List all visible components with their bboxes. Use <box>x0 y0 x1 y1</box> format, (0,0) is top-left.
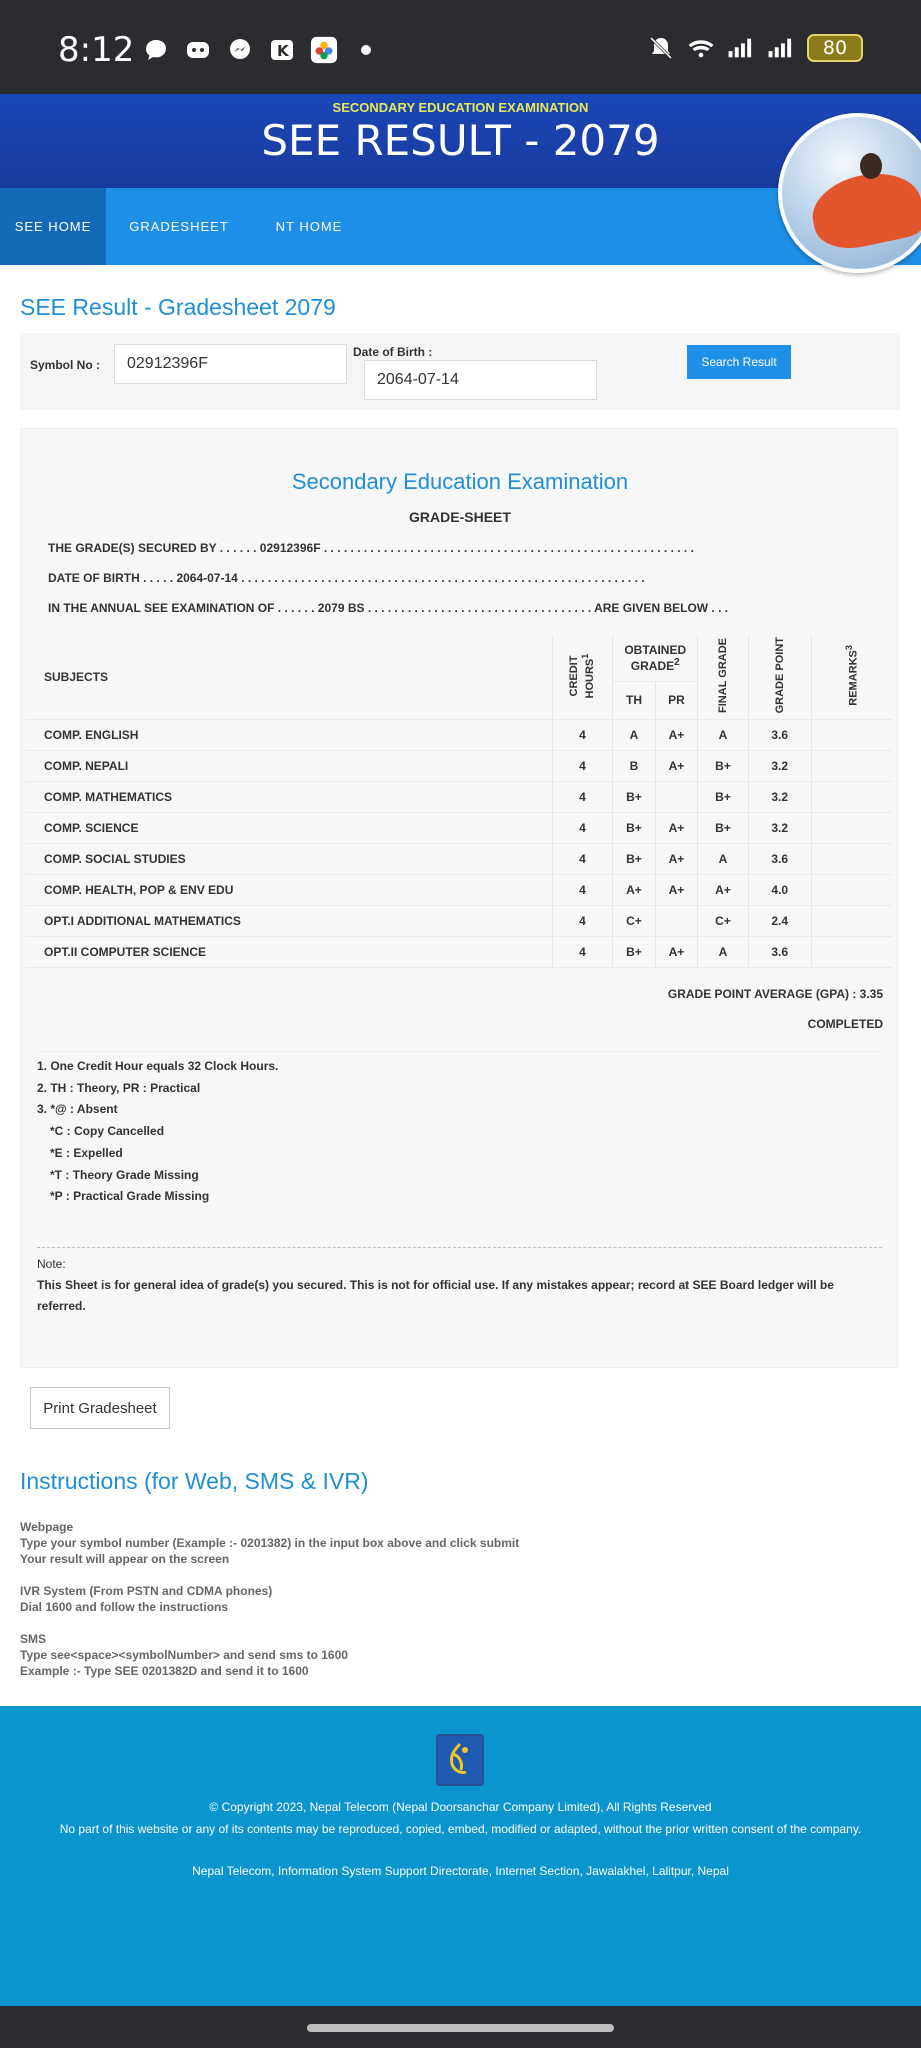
dob-line: DATE OF BIRTH . . . . . 2064-07-14 . . . . . . . . . . . . . . . . . . . . . . . . . . . . . . . . . . . . . . . . . . . . . . . . . . . . . . . . . . . . . <box>48 571 645 585</box>
remarks-cell <box>811 874 892 905</box>
k-icon <box>268 36 296 64</box>
footer-copyright: © Copyright 2023, Nepal Telecom (Nepal Doorsanchar Company Limited), All Rights Reserved <box>209 1800 712 1814</box>
final-cell: B+ <box>698 781 749 812</box>
subject-cell: COMP. HEALTH, POP & ENV EDU <box>26 874 552 905</box>
gp-cell: 3.2 <box>748 812 811 843</box>
note-text: This Sheet is for general idea of grade(s) you secured. This is not for official use. If any mistakes appear; record at SEE Board ledger will be referred. <box>37 1278 834 1313</box>
subject-cell: COMP. ENGLISH <box>26 719 552 750</box>
col-pr: PR <box>655 681 697 719</box>
gp-cell: 3.2 <box>748 750 811 781</box>
footnote: 1. One Credit Hour equals 32 Clock Hours. <box>37 1059 279 1073</box>
footer-address: Nepal Telecom, Information System Support Directorate, Internet Section, Jawalakhel, Lalitpur, Nepal <box>192 1864 729 1878</box>
instruction-heading: IVR System (From PSTN and CDMA phones) <box>20 1584 273 1598</box>
subject-cell: COMP. NEPALI <box>26 750 552 781</box>
credit-cell: 4 <box>552 905 613 936</box>
gradesheet <box>20 428 898 1368</box>
search-form <box>20 333 900 410</box>
credit-cell: 4 <box>552 843 613 874</box>
search-result-button[interactable]: Search Result <box>687 345 791 379</box>
print-gradesheet-button[interactable]: Print Gradesheet <box>30 1387 170 1429</box>
subject-cell: OPT.I ADDITIONAL MATHEMATICS <box>26 905 552 936</box>
remarks-cell <box>811 750 892 781</box>
nepal-telecom-logo <box>436 1734 484 1786</box>
final-cell: C+ <box>698 905 749 936</box>
gradesheet-title: Secondary Education Examination <box>291 469 629 494</box>
pr-cell: A+ <box>655 812 697 843</box>
instruction-line: Type your symbol number (Example :- 0201382) in the input box above and click submit <box>20 1536 520 1550</box>
table-row <box>26 843 892 874</box>
remarks-cell <box>811 936 892 967</box>
remarks-cell <box>811 843 892 874</box>
dob-input[interactable]: 2064-07-14 <box>364 360 597 400</box>
th-cell: C+ <box>613 905 655 936</box>
wifi-icon <box>687 34 715 62</box>
instructions-list <box>20 1519 519 1695</box>
messenger-icon <box>226 36 254 64</box>
final-cell: A+ <box>698 874 749 905</box>
photos-icon <box>310 36 338 64</box>
symbol-label: Symbol No : <box>30 358 101 372</box>
table-row <box>26 781 892 812</box>
banner-title: SEE RESULT - 2079 <box>261 116 660 165</box>
chat-icon <box>142 36 170 64</box>
table-row <box>26 812 892 843</box>
credit-cell: 4 <box>552 781 613 812</box>
th-cell: B <box>613 750 655 781</box>
remarks-cell <box>811 905 892 936</box>
pr-cell: A+ <box>655 750 697 781</box>
footnote: *E : Expelled <box>50 1145 123 1160</box>
remarks-cell <box>811 781 892 812</box>
remarks-cell <box>811 719 892 750</box>
clock: 8:12 <box>58 30 135 70</box>
col-remarks: REMARKS$^3$ <box>811 635 892 719</box>
home-gesture-bar[interactable] <box>307 2024 614 2032</box>
final-cell: A <box>698 843 749 874</box>
instructions-title: Instructions (for Web, SMS & IVR) <box>20 1468 369 1494</box>
final-cell: A <box>698 719 749 750</box>
mute-icon <box>647 34 675 62</box>
credit-cell: 4 <box>552 812 613 843</box>
th-cell: A <box>613 719 655 750</box>
pr-cell: A+ <box>655 719 697 750</box>
instruction-line: Example :- Type SEE 0201382D and send it to 1600 <box>20 1664 309 1678</box>
pr-cell: A+ <box>655 936 697 967</box>
credit-cell: 4 <box>552 750 613 781</box>
gp-cell: 3.6 <box>748 843 811 874</box>
gp-cell: 3.6 <box>748 719 811 750</box>
footnote: *P : Practical Grade Missing <box>50 1189 210 1204</box>
nav-nt-home[interactable]: NT HOME <box>275 219 343 234</box>
dot-icon <box>352 36 380 64</box>
nav-gradesheet[interactable]: GRADESHEET <box>129 219 229 234</box>
instruction-line: Your result will appear on the screen <box>20 1552 230 1566</box>
th-cell: B+ <box>613 936 655 967</box>
svg-text:K: K <box>277 42 289 60</box>
page-title: SEE Result - Gradesheet 2079 <box>20 294 336 320</box>
final-cell: B+ <box>698 812 749 843</box>
col-obtained-grade: OBTAINED GRADE$^2$ <box>613 635 698 681</box>
col-final-grade: FINAL GRADE <box>698 635 749 719</box>
battery-indicator: 80 <box>807 34 863 62</box>
table-row <box>26 750 892 781</box>
footer-rights: No part of this website or any of its contents may be reproduced, copied, embed, modified or adapted, without the prior written consent of the company. <box>59 1822 862 1836</box>
exam-line: IN THE ANNUAL SEE EXAMINATION OF . . . . . . 2079 BS . . . . . . . . . . . . . . . . . . . . . . . . . . . . . . . . . . ARE GIVEN BELOW . . . <box>48 601 729 615</box>
remarks-cell <box>811 812 892 843</box>
instruction-line: Dial 1600 and follow the instructions <box>20 1600 229 1614</box>
grades-table <box>26 635 892 968</box>
footnote: *T : Theory Grade Missing <box>50 1167 199 1182</box>
instruction-heading: Webpage <box>20 1520 74 1534</box>
pr-cell <box>655 781 697 812</box>
footnote: *C : Copy Cancelled <box>50 1124 165 1139</box>
table-row <box>26 905 892 936</box>
instruction-line: Type see<space><symbolNumber> and send sms to 1600 <box>20 1648 348 1662</box>
symbol-input[interactable]: 02912396F <box>114 344 347 384</box>
th-cell: B+ <box>613 812 655 843</box>
system-nav-bar <box>0 2006 921 2048</box>
secured-by-line: THE GRADE(S) SECURED BY . . . . . . 02912396F . . . . . . . . . . . . . . . . . . . . . . . . . . . . . . . . . . . . . . . . . . . . . . . . . . . . . . . . <box>48 541 694 555</box>
banner-subtitle: SECONDARY EDUCATION EXAMINATION <box>332 100 589 115</box>
table-row <box>26 936 892 967</box>
gp-cell: 3.6 <box>748 936 811 967</box>
nav-see-home[interactable]: SEE HOME <box>0 188 106 265</box>
gp-cell: 2.4 <box>748 905 811 936</box>
pr-cell <box>655 905 697 936</box>
status-bar <box>0 0 921 94</box>
signal-icon <box>727 34 755 62</box>
credit-cell: 4 <box>552 936 613 967</box>
credit-cell: 4 <box>552 719 613 750</box>
gpa-text: GRADE POINT AVERAGE (GPA) : 3.35 <box>667 987 883 1001</box>
site-footer <box>0 1706 921 2006</box>
pr-cell: A+ <box>655 874 697 905</box>
final-cell: A <box>698 936 749 967</box>
final-cell: B+ <box>698 750 749 781</box>
table-row <box>26 719 892 750</box>
footnote: 3. *@ : Absent <box>37 1102 118 1117</box>
dob-label: Date of Birth : <box>353 345 433 359</box>
col-grade-point: GRADE POINT <box>748 635 811 719</box>
table-row <box>26 874 892 905</box>
note-label: Note: <box>37 1257 66 1271</box>
result-status: COMPLETED <box>807 1017 883 1031</box>
subject-cell: OPT.II COMPUTER SCIENCE <box>26 936 552 967</box>
signal-icon <box>767 34 795 62</box>
footnotes <box>37 1051 882 1208</box>
disclaimer-note <box>37 1247 882 1317</box>
col-th: TH <box>613 681 655 719</box>
gp-cell: 4.0 <box>748 874 811 905</box>
credit-cell: 4 <box>552 874 613 905</box>
footnote: 2. TH : Theory, PR : Practical <box>37 1080 201 1095</box>
th-cell: B+ <box>613 781 655 812</box>
th-cell: B+ <box>613 843 655 874</box>
col-credit-hours: CREDIT HOURS$^1$ <box>552 635 613 719</box>
subject-cell: COMP. SOCIAL STUDIES <box>26 843 552 874</box>
pr-cell: A+ <box>655 843 697 874</box>
discord-icon <box>184 36 212 64</box>
gp-cell: 3.2 <box>748 781 811 812</box>
gradesheet-subtitle: GRADE-SHEET <box>409 509 511 525</box>
col-subjects: SUBJECTS <box>26 635 552 719</box>
th-cell: A+ <box>613 874 655 905</box>
instruction-heading: SMS <box>20 1632 47 1646</box>
subject-cell: COMP. MATHEMATICS <box>26 781 552 812</box>
subject-cell: COMP. SCIENCE <box>26 812 552 843</box>
